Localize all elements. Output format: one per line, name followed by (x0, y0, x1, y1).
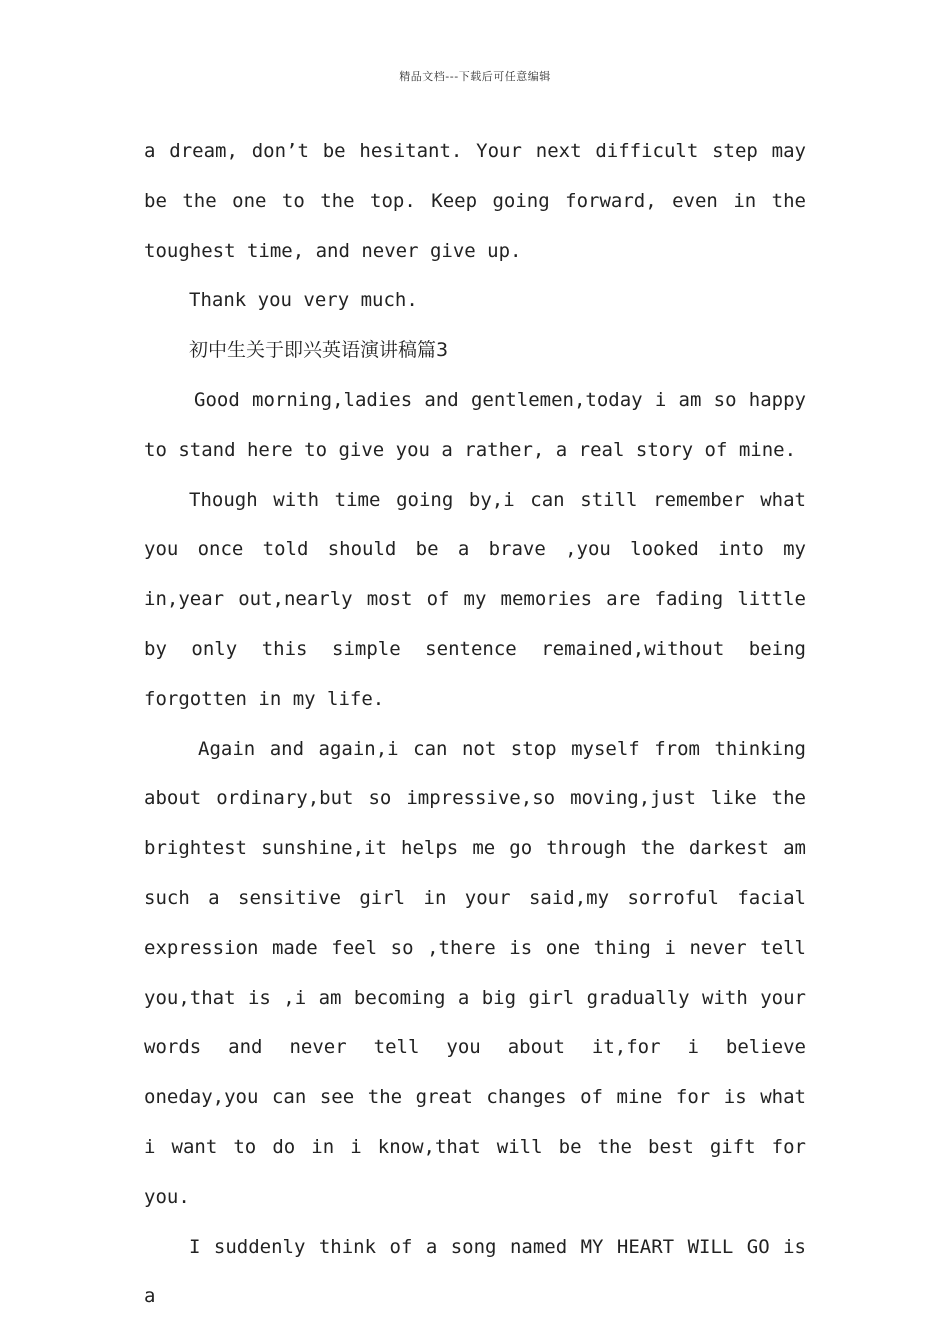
paragraph-greeting: Good morning,ladies and gentlemen,today i am so happy to stand here to give you a rather, a real story of mine. (144, 388, 806, 461)
section-heading: 初中生关于即兴英语演讲稿篇3 (189, 339, 449, 362)
paragraph-reflection: Again and again,i can not stop myself from thinking about ordinary,but so impressive,so moving,just like the brightest sunshine,it helps me go through the darkest am such a sensitive girl in your said,my sorroful facial expression made feel so ,there is one thing i never tell you,that is ,i am becoming a big girl gradually with your words and never tell you about it,for i believe oneday,you can see the great changes of mine for is what i want to do in i know,that will be the best gift for you. (144, 737, 806, 1208)
document-body (144, 127, 806, 1322)
paragraph-continuation: a dream, don’t be hesitant. Your next difficult step may be the one to the top. Keep going forward, even in the toughest time, and never give up. (144, 140, 806, 262)
paragraph-thanks: Thank you very much. (189, 289, 418, 312)
paragraph-memory: Though with time going by,i can still remember what you once told should be a brave ,you looked into my in,year out,nearly most of my memories are fading little by only this simple sentence remained,without being forgotten in my life. (144, 488, 806, 710)
paragraph-song: I suddenly think of a song named MY HEART WILL GO is a (144, 1235, 806, 1308)
page-header: 精品文档---下载后可任意编辑 (399, 70, 551, 83)
